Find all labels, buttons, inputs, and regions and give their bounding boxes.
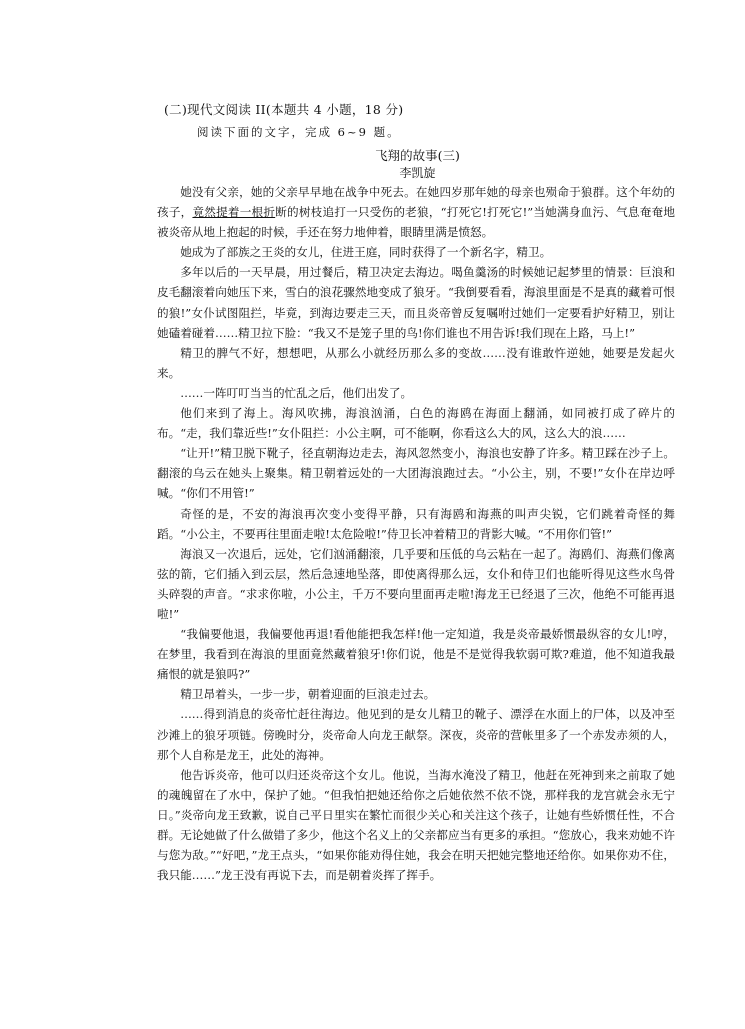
paragraph: 他们来到了海上。海风吹拂，海浪汹涌，白色的海鸥在海面上翻涌，如同被打成了碎片的布。“走，我们靠近些!”女仆阻拦：小公主啊，可不能啊，你看这么大的风，这么大的浪…… xyxy=(157,406,675,441)
paragraph: 他告诉炎帝，他可以归还炎帝这个女儿。他说，当海水淹没了精卫，他赶在死神到来之前取了她的魂魄留在了水中，保护了她。“但我怕把她还给你之后她依然不依不饶，那样我的龙宫就会永无宁日。”炎帝向龙王致歉，说自己平日里实在繁忙而很少关心和关注这个孩子，让她有些娇惯任性，不合群。无论她做了什么做错了多少，他这个名义上的父亲都应当有更多的承担。“您放心，我来劝她不许与您为敌。”“好吧，”龙王点头，“如果你能劝得住她，我会在明天把她完整地还给你。如果你劝不住，我只能……”龙王没有再说下去，而是朝着炎挥了挥手。 xyxy=(157,767,675,883)
paragraph: 海浪又一次退后，远处，它们汹涌翻滚，几乎要和压低的乌云粘在一起了。海鸥们、海燕们像离弦的箭，它们插入到云层，然后急速地坠落，即使离得那么远，女仆和侍卫们也能听得见这些水鸟骨头碎裂的声音。“求求你啦，小公主，千万不要向里面再走啦!海龙王已经退了三次，他绝不可能再退啦!” xyxy=(157,546,675,621)
paragraph: 奇怪的是，不安的海浪再次变小变得平静，只有海鸥和海燕的叫声尖锐，它们跳着奇怪的舞蹈。“小公主，不要再往里面走啦!太危险啦!”侍卫长冲着精卫的背影大喊。“不用你们管!” xyxy=(157,506,675,541)
story-body xyxy=(157,182,675,885)
paragraph: 精卫昂着头，一步一步，朝着迎面的巨浪走过去。 xyxy=(180,687,436,702)
paragraph: 她没有父亲，她的父亲早早地在战争中死去。在她四岁那年她的母亲也殒命于狼群。这个年幼的孩子，竟然提着一根折断的树枝追打一只受伤的老狼，“打死它!打死它!”当她满身血污、气息奄奄地被炎帝从地上抱起的时候，手还在努力地伸着，眼睛里满是愤怒。 xyxy=(157,185,675,240)
underlined-phrase: 竟然提着一根折 xyxy=(192,205,276,220)
paragraph: ……一阵叮叮当当的忙乱之后，他们出发了。 xyxy=(180,385,413,400)
instruction-text: 阅读下面的文字，完成 6~9 题。 xyxy=(197,125,401,139)
paragraph: ……得到消息的炎帝忙赶往海边。他见到的是女儿精卫的靴子、漂浮在水面上的尸体，以及冲至沙滩上的狼牙项链。傍晚时分，炎帝命人向龙王献祭。深夜，炎帝的营帐里多了一个赤发赤须的人，那个人自称是龙王，此处的海神。 xyxy=(157,707,675,762)
paragraph: 多年以后的一天早晨，用过餐后，精卫决定去海边。喝鱼羹汤的时候她记起梦里的情景：巨浪和皮毛翻滚着向她压下来，雪白的浪花骤然地变成了狼牙。“我倒要看看，海浪里面是不是真的藏着可恨的狼!”女仆试图阻拦，毕竟，到海边要走三天，而且炎帝曾反复嘱咐过她们一定要看护好精卫，别让她磕着碰着……精卫拉下脸：“我又不是笼子里的鸟!你们谁也不用告诉!我们现在上路，马上!” xyxy=(157,265,675,340)
paragraph: 她成为了部族之王炎的女儿，住进王庭，同时获得了一个新名字，精卫。 xyxy=(180,245,552,260)
author-name: 李凯旋 xyxy=(399,166,436,180)
paragraph: “让开!”精卫脱下靴子，径直朝海边走去，海风忽然变小，海浪也安静了许多。精卫踩在沙子上。翻滚的乌云在她头上聚集。精卫朝着远处的一大团海浪跑过去。“小公主，别，不要!”女仆在岸边呼喊。“你们不用管!” xyxy=(157,446,675,501)
paragraph: “我偏要他退，我偏要他再退!看他能把我怎样!他一定知道，我是炎帝最娇惯最纵容的女儿!哼，在梦里，我看到在海浪的里面竟然藏着狼牙!你们说，他是不是觉得我软弱可欺?难道，他不知道我最痛恨的就是狼吗?” xyxy=(157,627,675,682)
paragraph: 精卫的脾气不好，想想吧，从那么小就经历那么多的变故……没有谁敢忤逆她，她要是发起火来。 xyxy=(157,345,675,380)
section-title: (二)现代文阅读 II(本题共 4 小题，18 分) xyxy=(164,102,404,117)
story-title: 飞翔的故事(三) xyxy=(375,148,460,163)
